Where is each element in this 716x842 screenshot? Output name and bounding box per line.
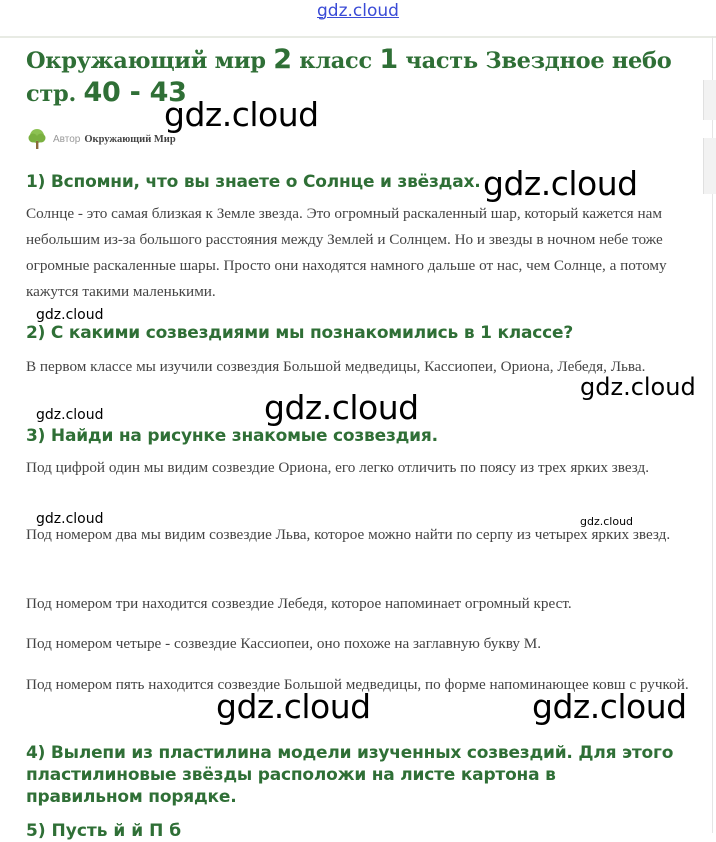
watermark: gdz.cloud	[36, 511, 104, 527]
question-3-heading: 3) Найди на рисунке знакомые созвездия.	[26, 426, 438, 446]
watermark: gdz.cloud	[580, 373, 696, 401]
author-label: Автор	[53, 133, 81, 145]
question-2-heading: 2) С какими созвездиями мы познакомились в 1 классе?	[26, 323, 574, 343]
watermark: gdz.cloud	[36, 407, 104, 423]
answer-3-item: Под номером пять находится созвездие Большой медведицы, по форме напоминающее ковш с ручкой.	[26, 676, 689, 693]
author-line	[26, 128, 176, 150]
sidebar-widget	[703, 80, 716, 120]
top-bar	[0, 0, 716, 38]
sidebar-widget	[703, 138, 716, 194]
tree-icon	[26, 128, 48, 150]
watermark: gdz.cloud	[36, 307, 104, 323]
answer-3-item: Под номером четыре - созвездие Кассиопеи, оно похоже на заглавную букву М.	[26, 635, 542, 652]
watermark: gdz.cloud	[532, 687, 687, 726]
question-5-heading: 5) Пусть й й П б	[26, 821, 182, 841]
watermark: gdz.cloud	[580, 515, 634, 528]
watermark: gdz.cloud	[216, 687, 371, 726]
question-1-heading: 1) Вспомни, что вы знаете о Солнце и звёздах.	[26, 172, 481, 192]
watermark: gdz.cloud	[264, 388, 419, 427]
answer-3-item: Под номером два мы видим созвездие Льва, которое можно найти по серпу из четырех ярких звезд.	[26, 526, 671, 543]
answer-1: Солнце - это самая близкая к Земле звезда. Это огромный раскаленный шар, который кажется нам небольшим из-за большого расстояния между Землей и Солнцем. Но и звезды в ночном небе тоже огромные раскаленные шары. Просто они находятся намного дальше от нас, чем Солнце, а потому кажутся такими маленькими.	[26, 205, 667, 300]
page-title: Окружающий мир 2 класс 1 часть Звездное небо стр. 40 - 43	[26, 44, 672, 108]
watermark: gdz.cloud	[164, 95, 319, 134]
question-4-heading: 4) Вылепи из пластилина модели изученных созвездий. Для этого пластилиновые звёзды расположи на листе картона в правильном порядке.	[26, 743, 674, 807]
answer-2: В первом классе мы изучили созвездия Большой медведицы, Кассиопеи, Ориона, Лебедя, Льва.	[26, 358, 646, 375]
author-name[interactable]: Окружающий Мир	[84, 133, 176, 145]
answer-3-item: Под цифрой один мы видим созвездие Ориона, его легко отличить по поясу из трех ярких звезд.	[26, 459, 650, 476]
watermark: gdz.cloud	[483, 164, 638, 203]
site-link[interactable]: gdz.cloud	[317, 1, 399, 21]
answer-3-item: Под номером три находится созвездие Лебедя, которое напоминает огромный крест.	[26, 595, 572, 612]
